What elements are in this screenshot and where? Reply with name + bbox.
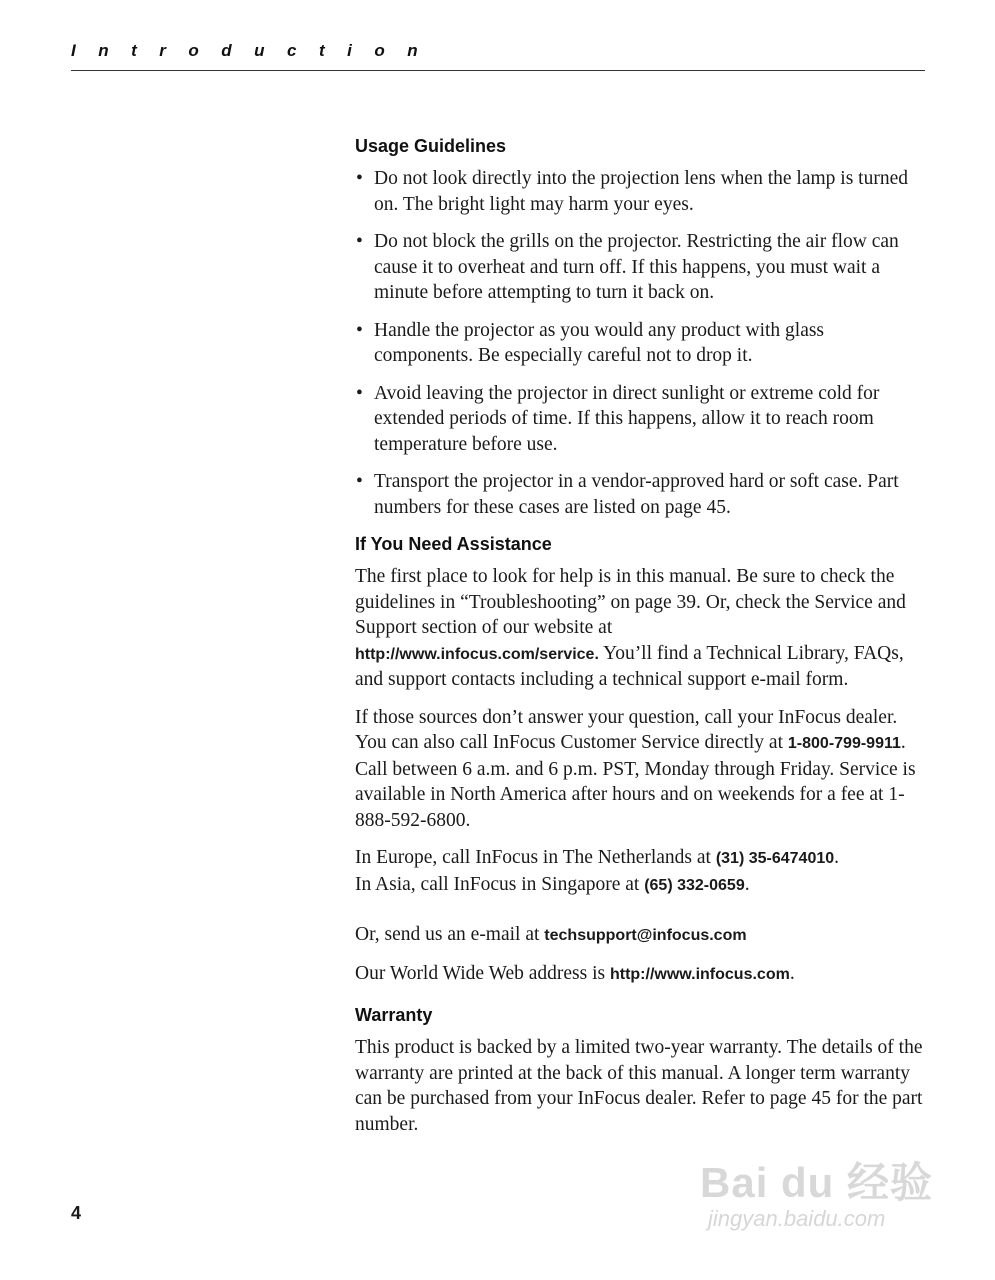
list-item: • Do not look directly into the projection lens when the lamp is turned on. The bright light may harm your eyes.: [356, 168, 908, 215]
web-line: Our World Wide Web address is http://www.infocus.com.: [355, 962, 795, 984]
running-header: Introduction: [71, 41, 441, 60]
assistance-paragraph-2: If those sources don’t answer your question, call your InFocus dealer. You can also call InFocus Customer Service directly at 1-800-799-9911. Call between 6 a.m. and 6 p.m. PST, Monday through Friday. Service is available in North America after hours and on weekends for a fee at 1-888-592-6800.: [355, 706, 916, 831]
europe-phone-number: (31) 35-6474010: [715, 850, 835, 867]
watermark-logo: Bai du 经验: [700, 1159, 934, 1206]
page-number: 4: [71, 1203, 82, 1223]
bullet-icon: •: [356, 231, 363, 252]
list-item: • Handle the projector as you would any product with glass components. Be especially careful not to drop it.: [356, 319, 825, 366]
warranty-heading: Warranty: [355, 1005, 433, 1025]
bullet-icon: •: [356, 319, 363, 341]
website-link[interactable]: http://www.infocus.com: [609, 965, 790, 983]
email-line: Or, send us an e-mail at techsupport@infocus.com: [355, 924, 747, 945]
assistance-heading: If You Need Assistance: [355, 534, 552, 554]
watermark-url: jingyan.baidu.com: [708, 1206, 886, 1231]
header-rule: [71, 70, 925, 71]
service-url-link[interactable]: http://www.infocus.com/service.: [355, 645, 599, 663]
bullet-icon: •: [356, 168, 363, 189]
usage-guidelines-list: [355, 166, 925, 520]
list-item: • Transport the projector in a vendor-approved hard or soft case. Part numbers for these cases are listed on page 45.: [356, 471, 899, 518]
warranty-paragraph: This product is backed by a limited two-year warranty. The details of the warranty are printed at the back of this manual. A longer term warranty can be purchased from your InFocus dealer. Refer to page 45 for the part number.: [355, 1037, 923, 1135]
bullet-icon: •: [356, 382, 363, 404]
bullet-icon: •: [356, 471, 363, 492]
support-email-link[interactable]: techsupport@infocus.com: [544, 927, 747, 944]
main-content: [355, 136, 925, 1149]
support-phone-number: 1-800-799-9911: [787, 735, 901, 752]
international-contacts: In Europe, call InFocus in The Netherlands at (31) 35-6474010. In Asia, call InFocus in Singapore at (65) 332-0659.: [355, 847, 840, 895]
asia-phone-number: (65) 332-0659: [644, 876, 745, 894]
list-item: • Do not block the grills on the projector. Restricting the air flow can cause it to overheat and turn off. If this happens, you must wait a minute before attempting to turn it back on.: [356, 231, 899, 303]
list-item: • Avoid leaving the projector in direct sunlight or extreme cold for extended periods of time. If this happens, allow it to reach room temperature before use.: [356, 382, 880, 455]
baidu-watermark: [700, 1150, 940, 1250]
assistance-paragraph-1: The first place to look for help is in this manual. Be sure to check the guidelines in “Troubleshooting” on page 39. Or, check the Service and Support section of our website at http://www.infocus.com/service. You’ll find a Technical Library, FAQs, and support contacts including a technical support e-mail form.: [355, 566, 906, 690]
usage-guidelines-heading: Usage Guidelines: [355, 136, 507, 156]
